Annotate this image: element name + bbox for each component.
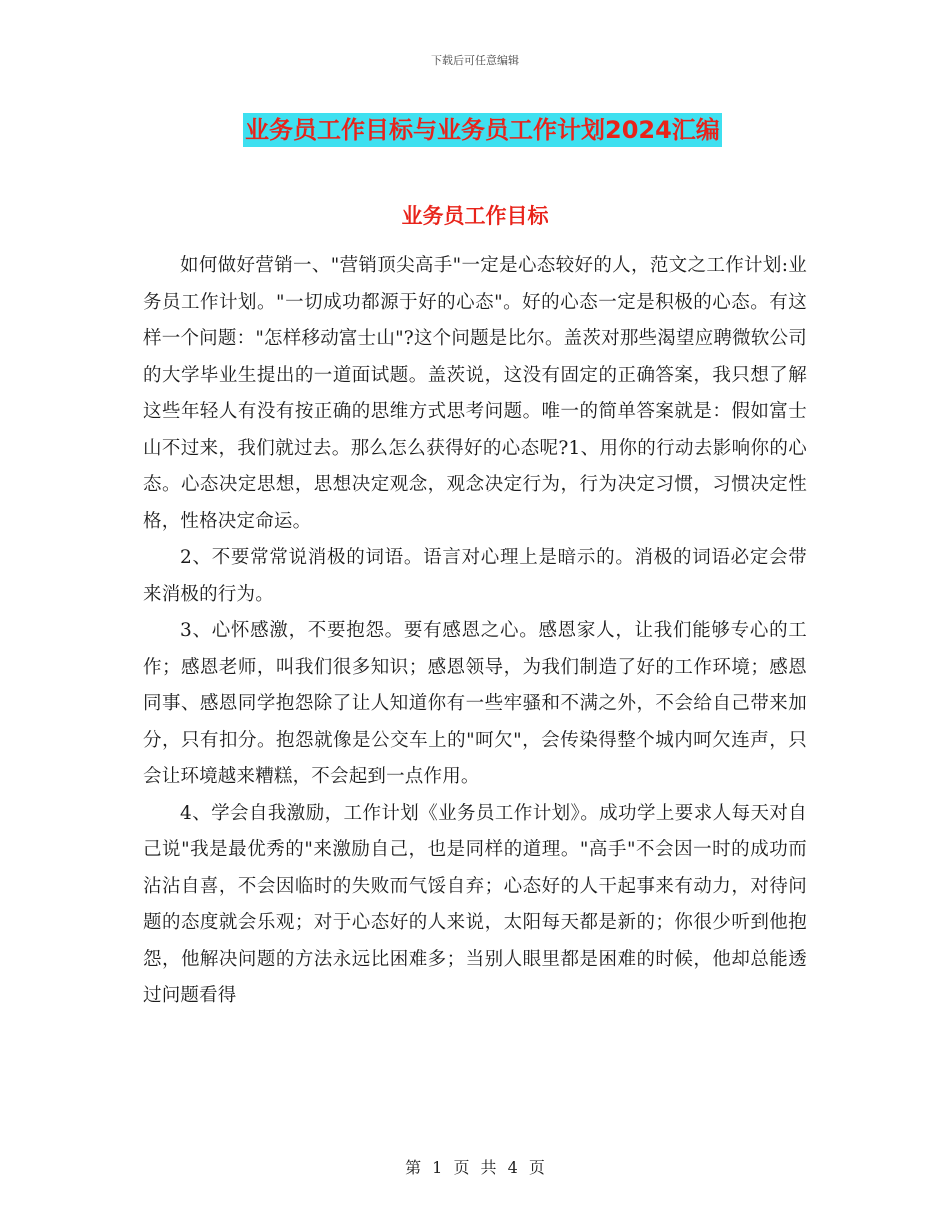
header-note: 下载后可任意编辑 [431, 54, 519, 67]
document-body [143, 248, 807, 1015]
body-paragraph: 4、学会自我激励，工作计划《业务员工作计划》。成功学上要求人每天对自己说"我是最优秀的"来激励自己，也是同样的道理。"高手"不会因一时的成功而沾沾自喜，不会因临时的失败而气馁自弃；心态好的人干起事来有动力，对待问题的态度就会乐观；对于心态好的人来说，太阳每天都是新的；你很少听到他抱怨，他解决问题的方法永远比困难多；当别人眼里都是困难的时候，他却总能透过问题看得 [143, 802, 807, 1006]
section-title: 业务员工作目标 [401, 204, 549, 228]
page-footer: 第 1 页 共 4 页 [405, 1158, 545, 1177]
body-paragraph: 3、心怀感激，不要抱怨。要有感恩之心。感恩家人，让我们能够专心的工作；感恩老师，叫我们很多知识；感恩领导，为我们制造了好的工作环境；感恩同事、感恩同学抱怨除了让人知道你有一些牢骚和不满之外，不会给自己带来加分，只有扣分。抱怨就像是公交车上的"呵欠"，会传染得整个城内呵欠连声，只会让环境越来糟糕，不会起到一点作用。 [143, 620, 807, 787]
body-paragraph: 2、不要常常说消极的词语。语言对心理上是暗示的。消极的词语必定会带来消极的行为。 [143, 547, 807, 605]
document-title: 业务员工作目标与业务员工作计划2024汇编 [243, 113, 722, 147]
body-paragraph: 如何做好营销一、"营销顶尖高手"一定是心态较好的人，范文之工作计划:业务员工作计划。"一切成功都源于好的心态"。好的心态一定是积极的心态。有这样一个问题："怎样移动富士山"?这个问题是比尔。盖茨对那些渴望应聘微软公司的大学毕业生提出的一道面试题。盖茨说，这没有固定的正确答案，我只想了解这些年轻人有没有按正确的思维方式思考问题。唯一的简单答案就是：假如富士山不过来，我们就过去。那么怎么获得好的心态呢?1、用你的行动去影响你的心态。心态决定思想，思想决定观念，观念决定行为，行为决定习惯，习惯决定性格，性格决定命运。 [143, 255, 807, 532]
